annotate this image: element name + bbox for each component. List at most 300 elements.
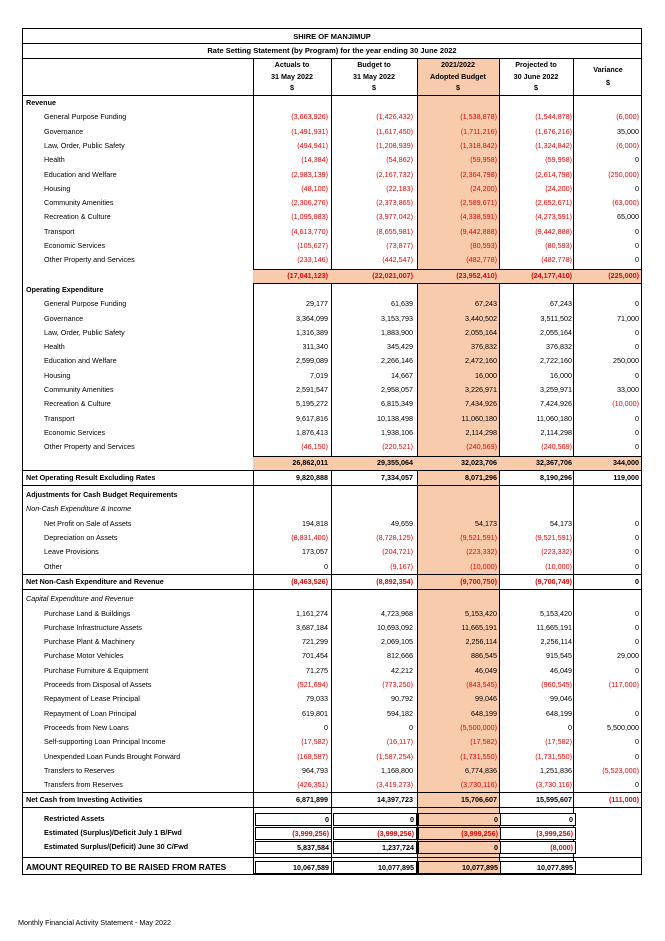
row-label: Purchase Furniture & Equipment [44,665,149,675]
value-cell: 376,832 [546,342,572,352]
value-cell: (23,952,410) [456,270,497,280]
line-item-row [23,139,642,153]
value-cell: (3,663,926) [291,112,328,122]
value-cell: (10,000) [612,399,639,409]
value-cell: (2,167,732) [376,169,413,179]
value-cell: (2,614,798) [535,169,572,179]
value-cell: (22,183) [386,183,413,193]
value-cell: (3,999,256) [500,827,576,840]
value-cell: 54,173 [550,518,572,528]
double-underline [253,873,573,875]
line-item-row [23,840,642,854]
line-item-row [23,707,642,721]
row-label: Recreation & Culture [44,212,111,222]
value-cell: 16,000 [550,370,572,380]
row-label: Leave Provisions [44,547,99,557]
value-cell: (17,582) [301,737,328,747]
value-cell: (73,877) [386,241,413,250]
row-label: Capital Expenditure and Revenue [26,594,134,604]
value-cell: 0 [418,813,501,826]
value-cell: 5,153,420 [540,608,572,618]
value-cell: 0 [418,841,501,854]
row-label: Transfers to Reserves [44,765,115,775]
value-cell: 0 [635,226,639,236]
value-cell: (5,500,000) [460,722,497,732]
value-cell: 0 [635,665,639,675]
value-cell: 119,000 [613,472,639,482]
value-cell: (105,627) [297,241,328,250]
value-cell: (48,100) [301,183,328,193]
line-item-row [23,196,642,210]
value-cell: (1,617,450) [376,126,413,136]
value-cell: 345,429 [387,342,413,352]
total-row [23,860,642,874]
line-item-row [23,664,642,678]
value-cell: 11,665,191 [461,622,497,632]
row-label: Transport [44,413,75,423]
row-label: Other [44,561,62,571]
value-cell: (17,582) [470,737,497,747]
row-label: Proceeds from New Loans [44,722,129,732]
value-cell: (2,364,798) [460,169,497,179]
line-item-row [23,545,642,559]
line-item-row [23,678,642,692]
line-item-row [23,168,642,182]
value-cell: 5,500,000 [607,722,639,732]
value-cell: 2,069,105 [381,637,413,647]
value-cell: (2,589,671) [460,198,497,208]
row-label: Transport [44,226,75,236]
value-cell: (9,521,591) [460,533,497,542]
value-cell: (54,862) [386,155,413,165]
value-cell: (773,250) [382,680,413,689]
value-cell: (2,652,671) [535,198,572,208]
row-label: Governance [44,126,84,136]
line-item-row [23,125,642,139]
section-heading-row [23,592,642,606]
value-cell: 2,266,146 [381,356,413,366]
value-cell: (2,306,276) [291,198,328,208]
value-cell: 0 [635,413,639,423]
row-label: Purchase Plant & Machinery [44,637,135,647]
value-cell: 10,693,092 [377,622,413,632]
value-cell: (1,544,878) [535,112,572,122]
value-cell: (46,150) [301,442,328,452]
row-label: Revenue [26,98,56,107]
value-cell: (960,545) [541,680,572,689]
row-label: Community Amenities [44,198,114,208]
value-cell: 71,275 [306,665,328,675]
value-cell: 33,000 [617,385,639,394]
value-cell: (521,694) [297,680,328,689]
value-cell: (1,208,939) [376,140,413,150]
line-item-row [23,721,642,735]
value-cell: 79,033 [306,694,328,704]
value-cell: 3,511,502 [540,313,572,323]
value-cell: 0 [635,547,639,557]
divider [23,807,642,808]
line-item-row [23,383,642,397]
value-cell: 0 [500,813,576,826]
row-label: Law, Order, Public Safety [44,140,125,150]
value-cell: 376,832 [471,342,497,352]
total-row [23,575,642,589]
value-cell: 29,177 [306,299,328,309]
value-cell: (59,958) [545,155,572,165]
line-item-row [23,354,642,368]
value-cell: 9,820,888 [296,472,328,482]
line-item-row [23,369,642,383]
value-cell: (1,731,550) [460,751,497,761]
value-cell: (4,338,591) [460,212,497,222]
subtotal-row [23,456,642,470]
row-label: Net Operating Result Excluding Rates [26,472,156,482]
value-cell: (8,831,400) [291,533,328,542]
value-cell: 32,367,706 [536,457,572,467]
line-item-row [23,621,642,635]
row-label: Other Property and Services [44,442,135,452]
row-label: Depreciation on Assets [44,533,118,542]
value-cell: 3,687,184 [296,622,328,632]
col-header-variance: Variance $ [593,65,623,87]
value-cell: 721,299 [302,637,328,647]
line-item-row [23,153,642,167]
line-item-row [23,253,642,267]
value-cell: (3,999,256) [333,827,417,840]
line-item-row [23,225,642,239]
value-cell: 46,049 [475,665,497,675]
row-label: Transfers from Reserves [44,780,123,790]
value-cell: 10,077,895 [418,861,501,874]
row-label: Health [44,155,65,165]
value-cell: (3,419,273) [376,780,413,790]
value-cell: 0 [635,708,639,718]
value-cell: (63,000) [612,198,639,208]
value-cell: 11,060,180 [461,413,497,423]
row-label: General Purpose Funding [44,112,127,122]
value-cell: 0 [635,751,639,761]
value-cell: 311,340 [302,342,328,352]
total-row [23,471,642,485]
value-cell: (204,721) [382,547,413,557]
value-cell: (117,000) [608,680,639,689]
value-cell: 10,077,895 [333,861,417,874]
value-cell: 701,454 [302,651,328,661]
value-cell: 99,046 [475,694,497,704]
value-cell: 648,199 [546,708,572,718]
value-cell: 65,000 [617,212,639,222]
value-cell: 2,256,114 [465,637,497,647]
value-cell: 915,545 [546,651,572,661]
col-header-actuals: Actuals to 31 May 2022 $ [271,60,313,92]
subtotal-row [23,269,642,283]
value-cell: 0 [635,241,639,250]
value-cell: 1,938,106 [381,427,413,437]
value-cell: (59,958) [470,155,497,165]
divider [23,485,642,486]
value-cell: (1,318,842) [460,140,497,150]
line-item-row [23,312,642,326]
row-label: Estimated (Surplus)/Deficit July 1 B/Fwd [44,828,182,837]
line-item-row [23,735,642,749]
value-cell: (3,999,256) [418,827,501,840]
value-cell: 32,023,706 [461,457,497,467]
row-label: Economic Services [44,241,106,250]
value-cell: (16,117) [386,737,413,747]
value-cell: 99,046 [550,694,572,704]
value-cell: (3,977,042) [376,212,413,222]
value-cell: 0 [324,722,328,732]
rate-setting-statement [22,28,642,875]
value-cell: 3,153,793 [381,313,413,323]
value-cell: 49,659 [391,518,413,528]
value-cell: 0 [635,780,639,790]
value-cell: 0 [635,737,639,747]
value-cell: 9,617,816 [296,413,328,423]
value-cell: 0 [635,370,639,380]
value-cell: (9,521,591) [535,533,572,542]
value-cell: (10,000) [545,561,572,571]
value-cell: (8,728,125) [376,533,413,542]
section-heading-row [23,283,642,297]
value-cell: 886,545 [471,651,497,661]
line-item-row [23,412,642,426]
row-label: Net Cash from Investing Activities [26,795,143,805]
value-cell: (1,538,878) [460,112,497,122]
value-cell: 194,818 [302,518,328,528]
value-cell: 3,364,099 [296,313,328,323]
divider [23,589,642,590]
value-cell: 3,440,502 [465,313,497,323]
value-cell: (80,593) [470,241,497,250]
line-item-row [23,397,642,411]
value-cell: 1,876,413 [296,427,328,437]
value-cell: 1,251,836 [540,765,572,775]
value-cell: (24,200) [470,183,497,193]
value-cell: 5,195,272 [296,399,328,409]
value-cell: 0 [635,183,639,193]
value-cell: 67,243 [550,299,572,309]
value-cell: 0 [635,622,639,632]
row-label: Law, Order, Public Safety [44,327,125,337]
value-cell: 0 [635,561,639,571]
value-cell: (80,593) [545,241,572,250]
section-heading-row [23,502,642,516]
value-cell: (426,351) [297,780,328,790]
line-item-row [23,210,642,224]
value-cell: (17,041,123) [287,270,328,280]
value-cell: 5,153,420 [465,608,497,618]
row-label: Non-Cash Expenditure & Income [26,504,132,514]
line-item-row [23,607,642,621]
value-cell: 7,434,926 [465,399,497,409]
value-cell: 2,114,298 [540,427,572,437]
value-cell: (6,000) [616,112,639,122]
value-cell: 0 [635,608,639,618]
line-item-row [23,517,642,531]
line-item-row [23,750,642,764]
line-item-row [23,426,642,440]
page-footer: Monthly Financial Activity Statement - May 2022 [18,918,172,927]
value-cell: (223,332) [466,547,497,557]
value-cell: 6,871,899 [296,795,328,805]
row-label: Net Profit on Sale of Assets [44,518,132,528]
value-cell: 2,055,164 [540,327,572,337]
value-cell: (168,587) [297,751,328,761]
line-item-row [23,764,642,778]
row-label: Health [44,342,65,352]
section-heading-row [23,488,642,502]
value-cell: 11,060,180 [536,413,572,423]
value-cell: (223,332) [541,547,572,557]
value-cell: 7,424,926 [540,399,572,409]
value-cell: 6,774,836 [465,765,497,775]
row-label: Purchase Motor Vehicles [44,651,124,661]
row-label: General Purpose Funding [44,299,127,309]
value-cell: (843,545) [466,680,497,689]
value-cell: 10,067,589 [255,861,332,874]
value-cell: 2,599,089 [296,356,328,366]
value-cell: (240,569) [541,442,572,452]
line-item-row [23,812,642,826]
value-cell: 173,057 [302,547,328,557]
line-item-row [23,440,642,454]
line-item-row [23,297,642,311]
total-row [23,793,642,807]
value-cell: 1,316,389 [296,327,328,337]
value-cell: 1,168,800 [381,765,413,775]
value-cell: (9,442,888) [460,226,497,236]
value-cell: 15,706,607 [461,795,497,805]
value-cell: (24,177,410) [531,270,572,280]
value-cell: 0 [333,813,417,826]
value-cell: (1,676,216) [535,126,572,136]
value-cell: (9,700,750) [460,576,497,586]
divider [23,857,642,858]
value-cell: (250,000) [608,169,639,179]
value-cell: (1,324,842) [535,140,572,150]
row-label: Repayment of Loan Principal [44,708,137,718]
value-cell: 648,199 [471,708,497,718]
value-cell: 14,667 [391,370,413,380]
value-cell: (8,000) [500,841,576,854]
value-cell: 3,259,971 [540,385,572,394]
value-cell: 0 [635,299,639,309]
line-item-row [23,340,642,354]
line-item-row [23,778,642,792]
value-cell: (442,547) [382,255,413,265]
value-cell: 29,000 [617,651,639,661]
value-cell: 15,595,607 [536,795,572,805]
value-cell: 0 [568,722,572,732]
line-item-row [23,182,642,196]
value-cell: (9,700,749) [535,576,572,586]
value-cell: 3,226,971 [465,385,497,394]
row-label: Operating Expenditure [26,284,104,294]
value-cell: 7,334,057 [381,472,413,482]
value-cell: (8,463,526) [291,576,328,586]
value-cell: (482,778) [466,255,497,265]
statement-subtitle: Rate Setting Statement (by Program) for the year ending 30 June 2022 [207,46,457,55]
value-cell: 0 [255,813,332,826]
line-item-row [23,326,642,340]
value-cell: 61,639 [391,299,413,309]
value-cell: 964,793 [302,765,328,775]
value-cell: 0 [635,255,639,265]
line-item-row [23,110,642,124]
value-cell: 0 [635,518,639,528]
value-cell: 6,815,349 [381,399,413,409]
value-cell: 90,792 [391,694,413,704]
value-cell: (111,000) [609,795,639,805]
value-cell: (240,569) [466,442,497,452]
line-item-row [23,826,642,840]
row-label: Economic Services [44,427,106,437]
shire-title: SHIRE OF MANJIMUP [293,32,371,41]
row-label: Education and Welfare [44,356,117,366]
line-item-row [23,531,642,545]
value-cell: (2,373,865) [376,198,413,208]
value-cell: 0 [635,442,639,452]
value-cell: 2,722,160 [540,356,572,366]
value-cell: 0 [635,576,639,586]
value-cell: 250,000 [613,356,639,366]
value-cell: 14,397,723 [377,795,413,805]
divider [23,43,641,44]
value-cell: (3,999,256) [255,827,332,840]
row-label: Education and Welfare [44,169,117,179]
value-cell: 0 [635,342,639,352]
value-cell: 0 [409,722,413,732]
value-cell: 10,138,498 [377,413,413,423]
row-label: AMOUNT REQUIRED TO BE RAISED FROM RATES [26,861,227,872]
value-cell: 4,723,968 [381,608,413,618]
line-item-row [23,560,642,574]
value-cell: 0 [635,427,639,437]
value-cell: 46,049 [550,665,572,675]
col-header-adopted-budget: 2021/2022 Adopted Budget $ [430,60,486,92]
value-cell: (10,000) [470,561,497,571]
value-cell: (17,582) [545,737,572,747]
row-label: Governance [44,313,84,323]
row-label: Recreation & Culture [44,399,111,409]
value-cell: 0 [635,327,639,337]
value-cell: (8,892,354) [376,576,413,586]
value-cell: 8,190,296 [540,472,572,482]
col-header-budget: Budget to 31 May 2022 $ [353,60,395,92]
value-cell: (1,711,216) [460,126,497,136]
value-cell: 29,355,064 [377,457,413,467]
value-cell: 71,000 [617,313,639,323]
value-cell: 26,862,011 [292,457,328,467]
value-cell: (3,730,116) [535,780,572,790]
value-cell: (4,273,591) [535,212,572,222]
value-cell: 2,055,164 [465,327,497,337]
value-cell: (225,000) [608,270,639,280]
value-cell: (1,095,883) [291,212,328,222]
value-cell: 16,000 [475,370,497,380]
value-cell: 2,114,298 [465,427,497,437]
section-heading-row [23,96,642,110]
line-item-row [23,649,642,663]
value-cell: (3,730,116) [460,780,497,790]
value-cell: (6,000) [616,140,639,150]
row-label: Repayment of Lease Principal [44,694,140,704]
row-label: Proceeds from Disposal of Assets [44,680,152,689]
line-item-row [23,692,642,706]
value-cell: 8,071,296 [465,472,497,482]
value-cell: 344,000 [613,457,639,467]
